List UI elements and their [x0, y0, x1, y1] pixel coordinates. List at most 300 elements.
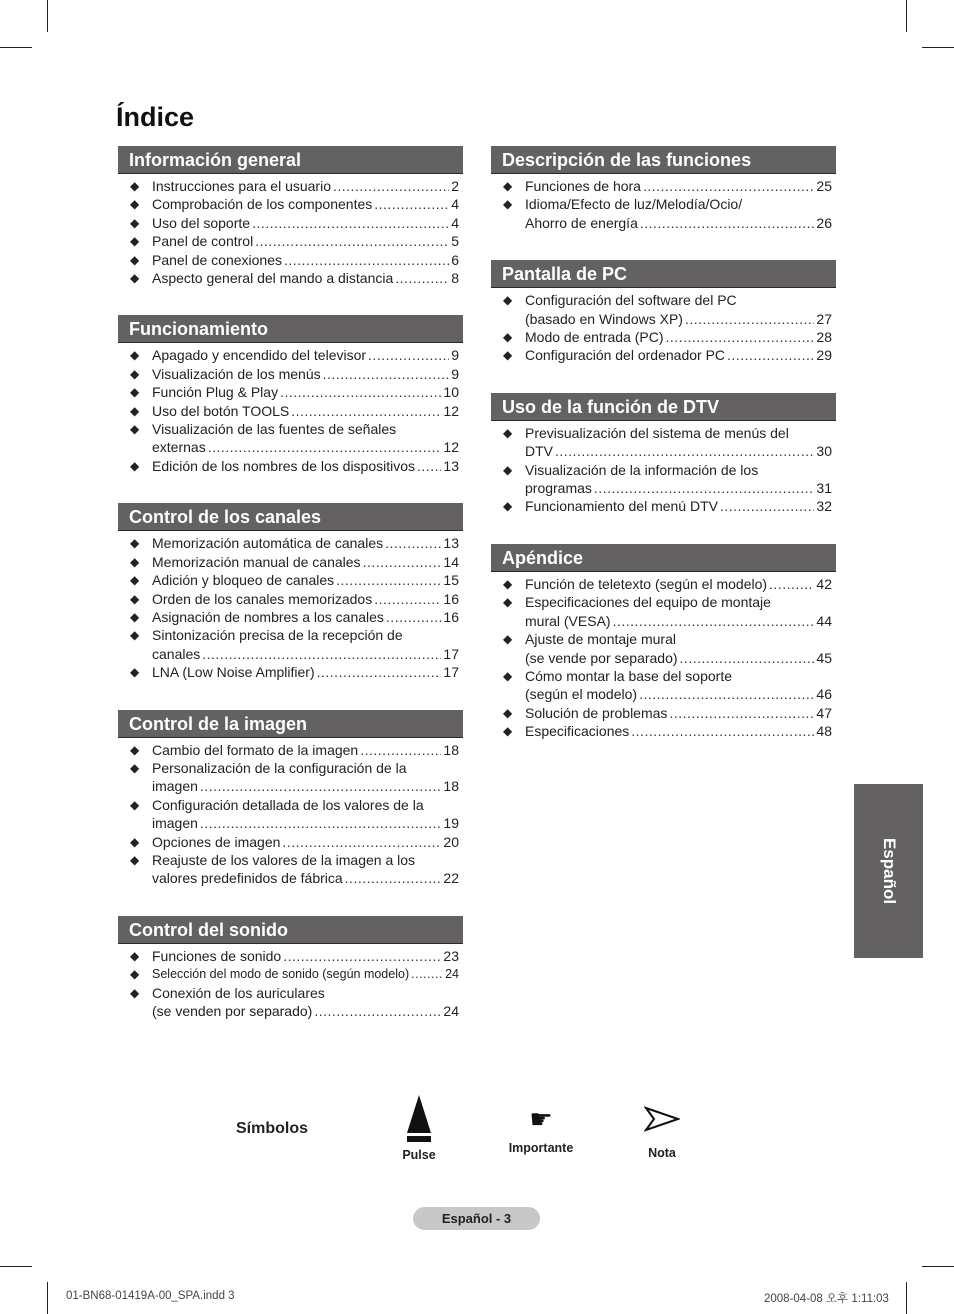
toc-entry-line: [525, 291, 832, 309]
section-header: Uso de la función de DTV: [491, 393, 836, 421]
toc-entry[interactable]: [118, 383, 463, 401]
dot-leader: [374, 590, 441, 608]
toc-entry-text: DTV: [525, 443, 553, 460]
toc-entry-line: [525, 497, 832, 515]
toc-entry-text: Visualización de las fuentes de señales: [152, 421, 397, 438]
toc-entry[interactable]: [118, 232, 463, 250]
toc-entry[interactable]: [118, 177, 463, 195]
toc-entry[interactable]: [118, 741, 463, 759]
toc-entry[interactable]: [118, 947, 463, 965]
toc-entry[interactable]: [491, 291, 836, 328]
section-header: Control del sonido: [118, 916, 463, 944]
toc-page-number: 22: [443, 870, 459, 887]
toc-entry-line: [152, 833, 459, 851]
dot-leader: [345, 869, 442, 887]
toc-page-number: 13: [443, 535, 459, 552]
toc-entry-line: [152, 590, 459, 608]
diamond-icon: ◆: [130, 366, 140, 381]
dot-leader: [200, 777, 442, 795]
toc-page-number: 26: [816, 214, 832, 231]
toc-entry-text: canales: [152, 645, 201, 662]
toc-entry-line: [525, 442, 832, 460]
diamond-icon: ◆: [503, 668, 513, 683]
toc-entry-line: [152, 759, 459, 777]
toc-entry-text: Idioma/Efecto de luz/Melodía/Ocio/: [525, 196, 743, 213]
toc-entry-line: [525, 722, 832, 740]
toc-entry-line: [152, 553, 459, 571]
toc-entry-text: Configuración detallada de los valores de la: [152, 796, 424, 813]
crop-mark: [906, 0, 907, 32]
toc-entry-text: Uso del botón TOOLS: [152, 402, 290, 419]
diamond-icon: ◆: [130, 179, 140, 193]
toc-entry[interactable]: [118, 833, 463, 851]
dot-leader: [368, 346, 449, 364]
page-number-pill: Español - 3: [413, 1207, 540, 1230]
toc-entry-text: Opciones de imagen: [152, 833, 281, 850]
dot-leader: [336, 571, 441, 589]
diamond-icon: ◆: [503, 576, 513, 591]
toc-entry-text: Configuración del software del PC: [525, 292, 737, 309]
section-informacion-general: [118, 146, 463, 287]
toc-entry[interactable]: [118, 457, 463, 475]
dot-leader: [323, 365, 450, 383]
toc-entry-line: [525, 685, 832, 703]
diamond-icon: ◆: [503, 632, 513, 647]
crop-mark: [0, 47, 32, 48]
toc-page-number: 25: [816, 178, 832, 194]
toc-entry-text: Instrucciones para el usuario: [152, 178, 331, 194]
toc-entry-text: Panel de conexiones: [152, 251, 282, 268]
dot-leader: [314, 1002, 441, 1020]
toc-entry-line: [152, 365, 459, 383]
dot-leader: [363, 553, 442, 571]
toc-entry-line: [525, 704, 832, 722]
toc-entry-line: [152, 777, 459, 795]
toc-page-number: 23: [443, 947, 459, 964]
toc-entry-text: Memorización automática de canales: [152, 535, 384, 552]
toc-entry[interactable]: [491, 575, 836, 593]
toc-right-column: [491, 146, 836, 769]
toc-page-number: 44: [816, 612, 832, 629]
toc-page-number: 13: [443, 457, 459, 474]
crop-mark: [47, 1282, 48, 1314]
toc-entry-text: Selección del modo de sonido (según modelo): [152, 967, 410, 982]
diamond-icon: ◆: [503, 179, 513, 193]
toc-page-number: 12: [443, 402, 459, 419]
toc-entry-line: [152, 947, 459, 965]
diamond-icon: ◆: [130, 948, 140, 963]
dot-leader: [727, 346, 814, 364]
toc-entry-text: Aspecto general del mando a distancia: [152, 270, 394, 287]
dot-leader: [202, 645, 441, 663]
toc-entry[interactable]: [118, 534, 463, 552]
section-header: Control de la imagen: [118, 710, 463, 738]
diamond-icon: ◆: [503, 705, 513, 720]
dot-leader: [669, 704, 814, 722]
crop-mark: [922, 47, 954, 48]
toc-entry-line: [525, 667, 832, 685]
toc-page-number: 46: [816, 686, 832, 703]
toc-entry-text: Funciones de hora: [525, 178, 641, 194]
section-header: Pantalla de PC: [491, 260, 836, 288]
dot-leader: [200, 814, 442, 832]
toc-entry[interactable]: [118, 965, 463, 983]
toc-entry-line: [152, 608, 459, 626]
toc-entry[interactable]: [118, 590, 463, 608]
toc-entry-text: Panel de control: [152, 233, 254, 250]
diamond-icon: ◆: [130, 215, 140, 230]
symbol-pulse: [388, 1095, 450, 1162]
toc-entry-text: Reajuste de los valores de la imagen a los: [152, 851, 416, 868]
section-descripcion-de-las-funciones: [491, 146, 836, 232]
diamond-icon: ◆: [130, 609, 140, 624]
crop-mark: [922, 1266, 954, 1267]
toc-entry-text: externas: [152, 439, 206, 456]
toc-entry-text: Especificaciones: [525, 723, 630, 740]
slug-file: 01-BN68-01419A-00_SPA.indd 3: [66, 1290, 235, 1302]
diamond-icon: ◆: [130, 591, 140, 606]
dot-leader: [613, 612, 815, 630]
language-side-tab: [854, 784, 923, 958]
dot-leader: [282, 833, 441, 851]
toc-entry[interactable]: [491, 722, 836, 740]
toc-entry[interactable]: [118, 626, 463, 663]
toc-entry-line: [525, 593, 832, 611]
toc-entry[interactable]: [118, 984, 463, 1021]
diamond-icon: ◆: [503, 293, 513, 308]
toc-entry[interactable]: [118, 365, 463, 383]
toc-page-number: 47: [816, 704, 832, 721]
toc-entry[interactable]: [118, 402, 463, 420]
toc-entry-line: [152, 741, 459, 759]
toc-list: [118, 741, 463, 888]
dot-leader: [411, 965, 443, 983]
section-apendice: [491, 544, 836, 741]
toc-page-number: 4: [451, 196, 459, 213]
toc-entry[interactable]: [118, 553, 463, 571]
section-header: Apéndice: [491, 544, 836, 572]
toc-page-number: 16: [443, 590, 459, 607]
diamond-icon: ◆: [130, 458, 140, 473]
diamond-icon: ◆: [130, 852, 140, 867]
toc-page-number: 45: [816, 649, 832, 666]
symbol-importante-caption: Importante: [508, 1141, 574, 1155]
symbol-pulse-caption: Pulse: [402, 1148, 436, 1162]
toc-entry-text: Ahorro de energía: [525, 214, 638, 231]
diamond-icon: ◆: [130, 834, 140, 849]
press-arrow-icon: [404, 1095, 434, 1143]
toc-entry-text: Sintonización precisa de la recepción de: [152, 627, 403, 644]
toc-entry-line: [152, 965, 459, 983]
toc-entry[interactable]: [491, 704, 836, 722]
toc-entry[interactable]: [491, 667, 836, 704]
toc-entry-text: Edición de los nombres de los dispositivos: [152, 457, 416, 474]
toc-entry-line: [152, 232, 459, 250]
diamond-icon: ◆: [503, 499, 513, 514]
toc-entry-line: [525, 195, 832, 213]
toc-entry-text: imagen: [152, 815, 198, 832]
toc-entry-line: [525, 575, 832, 593]
dot-leader: [640, 214, 815, 232]
dot-leader: [252, 214, 449, 232]
toc-entry-text: Modo de entrada (PC): [525, 329, 664, 346]
diamond-icon: ◆: [130, 271, 140, 286]
diamond-icon: ◆: [130, 985, 140, 1000]
dot-leader: [555, 442, 814, 460]
toc-entry-line: [152, 534, 459, 552]
toc-page-number: 17: [443, 664, 459, 681]
toc-entry-line: [152, 457, 459, 475]
section-header: Funcionamiento: [118, 315, 463, 343]
toc-entry[interactable]: [118, 251, 463, 269]
diamond-icon: ◆: [130, 197, 140, 212]
toc-entry-text: Ajuste de montaje mural: [525, 631, 676, 648]
toc-page-number: 2: [451, 178, 459, 194]
toc-entry-line: [152, 571, 459, 589]
toc-entry-text: mural (VESA): [525, 612, 611, 629]
diamond-icon: ◆: [130, 536, 140, 551]
diamond-icon: ◆: [130, 742, 140, 757]
toc-entry[interactable]: [118, 269, 463, 287]
section-pantalla-de-pc: [491, 260, 836, 365]
toc-page-number: 42: [816, 575, 832, 592]
toc-page-number: 28: [816, 329, 832, 346]
toc-page-number: 16: [443, 608, 459, 625]
diamond-icon: ◆: [503, 724, 513, 739]
diamond-icon: ◆: [130, 760, 140, 775]
toc-entry[interactable]: [118, 214, 463, 232]
toc-entry-line: [152, 814, 459, 832]
toc-entry[interactable]: [491, 328, 836, 346]
dot-leader: [639, 685, 814, 703]
dot-leader: [208, 438, 442, 456]
toc-entry-text: Funciones de sonido: [152, 947, 282, 964]
dot-leader: [666, 328, 815, 346]
toc-entry[interactable]: [118, 663, 463, 681]
toc-page-number: 6: [451, 251, 459, 268]
toc-entry[interactable]: [118, 571, 463, 589]
dot-leader: [417, 457, 441, 475]
toc-list: [491, 177, 836, 232]
toc-page-number: 19: [443, 815, 459, 832]
toc-entry[interactable]: [491, 461, 836, 498]
dot-leader: [631, 722, 814, 740]
toc-entry-text: Personalización de la configuración de la: [152, 759, 407, 776]
toc-entry-text: Conexión de los auriculares: [152, 984, 325, 1001]
toc-page-number: 32: [816, 498, 832, 515]
toc-page-number: 14: [443, 553, 459, 570]
toc-list: [491, 424, 836, 516]
toc-list: [118, 947, 463, 1021]
toc-entry-text: Apagado y encendido del televisor: [152, 347, 367, 364]
toc-entry[interactable]: [118, 608, 463, 626]
toc-entry-line: [152, 851, 459, 869]
toc-entry-line: [152, 869, 459, 887]
toc-entry-text: Visualización de los menús: [152, 365, 321, 382]
diamond-icon: ◆: [130, 554, 140, 569]
toc-entry-text: Visualización de la información de los: [525, 461, 759, 478]
toc-entry-text: Función de teletexto (según el modelo): [525, 575, 768, 592]
toc-page-number: 5: [451, 233, 459, 250]
section-funcionamiento: [118, 315, 463, 475]
toc-page-number: 29: [816, 347, 832, 364]
toc-entry-line: [152, 383, 459, 401]
toc-page-number: 18: [443, 778, 459, 795]
toc-page-number: 10: [443, 384, 459, 401]
symbol-nota: [632, 1106, 692, 1160]
toc-entry[interactable]: [491, 177, 836, 195]
crop-mark: [906, 1282, 907, 1314]
toc-page-number: 30: [816, 443, 832, 460]
toc-entry-line: [525, 630, 832, 648]
toc-page-number: 15: [443, 572, 459, 589]
toc-entry-line: [525, 346, 832, 364]
section-header: Control de los canales: [118, 503, 463, 531]
section-control-de-los-canales: [118, 503, 463, 681]
symbol-nota-caption: Nota: [648, 1146, 676, 1160]
dot-leader: [280, 383, 441, 401]
toc-list: [491, 291, 836, 365]
toc-entry-line: [152, 420, 459, 438]
toc-page-number: 12: [443, 439, 459, 456]
toc-entry-text: LNA (Low Noise Amplifier): [152, 664, 315, 681]
dot-leader: [284, 251, 449, 269]
toc-entry-line: [152, 645, 459, 663]
diamond-icon: ◆: [130, 628, 140, 643]
diamond-icon: ◆: [130, 385, 140, 400]
toc-entry[interactable]: [118, 346, 463, 364]
dot-leader: [386, 608, 442, 626]
diamond-icon: ◆: [503, 330, 513, 345]
diamond-icon: ◆: [130, 665, 140, 680]
diamond-icon: ◆: [130, 573, 140, 588]
toc-list: [118, 534, 463, 681]
symbol-importante: [495, 1104, 587, 1155]
toc-entry[interactable]: [118, 420, 463, 457]
diamond-icon: ◆: [130, 797, 140, 812]
toc-page-number: 27: [816, 310, 832, 327]
diamond-icon: ◆: [503, 197, 513, 212]
toc-entry-line: [525, 328, 832, 346]
dot-leader: [594, 479, 815, 497]
toc-entry-line: [152, 269, 459, 287]
toc-entry[interactable]: [118, 195, 463, 213]
section-uso-de-la-funcion-de-dtv: [491, 393, 836, 516]
toc-entry[interactable]: [491, 346, 836, 364]
toc-entry[interactable]: [118, 851, 463, 888]
toc-page-number: 8: [451, 270, 459, 287]
toc-entry-text: Previsualización del sistema de menús del: [525, 424, 789, 441]
toc-entry[interactable]: [491, 424, 836, 461]
toc-entry-line: [152, 1002, 459, 1020]
diamond-icon: ◆: [130, 348, 140, 363]
section-control-de-la-imagen: [118, 710, 463, 888]
toc-entry-text: Configuración del ordenador PC: [525, 347, 726, 364]
diamond-icon: ◆: [503, 462, 513, 477]
note-arrow-icon: [644, 1106, 680, 1132]
toc-entry-line: [152, 195, 459, 213]
toc-entry-text: Asignación de nombres a los canales: [152, 608, 384, 625]
toc-page-number: 31: [816, 480, 832, 497]
toc-entry-line: [152, 984, 459, 1002]
toc-entry-line: [152, 214, 459, 232]
toc-entry-line: [152, 177, 459, 195]
toc-entry-text: valores predefinidos de fábrica: [152, 870, 343, 887]
diamond-icon: ◆: [130, 234, 140, 249]
toc-entry-line: [525, 214, 832, 232]
crop-mark: [47, 0, 48, 32]
dot-leader: [291, 402, 441, 420]
dot-leader: [374, 195, 449, 213]
toc-entry-text: (se venden por separado): [152, 1003, 313, 1019]
toc-entry-text: Comprobación de los componentes: [152, 196, 373, 213]
toc-entry-line: [152, 796, 459, 814]
dot-leader: [680, 649, 815, 667]
toc-entry[interactable]: [118, 796, 463, 833]
diamond-icon: ◆: [130, 403, 140, 418]
toc-entry-line: [152, 346, 459, 364]
toc-entry-text: Orden de los canales memorizados: [152, 590, 373, 607]
toc-entry[interactable]: [491, 593, 836, 630]
toc-entry-text: Memorización manual de canales: [152, 553, 361, 570]
toc-entry[interactable]: [491, 497, 836, 515]
toc-list: [118, 346, 463, 475]
toc-entry-line: [525, 177, 832, 195]
toc-entry-text: Adición y bloqueo de canales: [152, 572, 335, 589]
toc-entry-line: [525, 612, 832, 630]
toc-list: [118, 177, 463, 287]
toc-entry-text: (basado en Windows XP): [525, 310, 683, 327]
diamond-icon: ◆: [503, 595, 513, 610]
section-header: Descripción de las funciones: [491, 146, 836, 174]
slug-date: 2008-04-08 오후 1:11:03: [764, 1293, 889, 1305]
toc-entry-line: [152, 251, 459, 269]
toc-entry[interactable]: [491, 195, 836, 232]
pointing-hand-icon: ☛: [529, 1104, 553, 1134]
toc-entry-text: (se vende por separado): [525, 649, 678, 666]
page-title: Índice: [116, 102, 195, 132]
toc-page-number: 18: [443, 741, 459, 758]
toc-list: [491, 575, 836, 741]
toc-entry-text: Funcionamiento del menú DTV: [525, 498, 718, 515]
section-header: Información general: [118, 146, 463, 174]
toc-entry-line: [152, 626, 459, 644]
toc-left-column: [118, 146, 463, 1048]
dot-leader: [395, 269, 449, 287]
toc-page-number: 17: [443, 645, 459, 662]
dot-leader: [283, 947, 441, 965]
toc-entry-text: (según el modelo): [525, 686, 638, 703]
toc-page-number: 48: [816, 723, 832, 740]
toc-entry-line: [525, 479, 832, 497]
toc-entry[interactable]: [491, 630, 836, 667]
dot-leader: [255, 232, 449, 250]
toc-entry-text: programas: [525, 480, 592, 497]
toc-entry-line: [525, 424, 832, 442]
diamond-icon: ◆: [503, 348, 513, 363]
toc-entry[interactable]: [118, 759, 463, 796]
toc-entry-text: Función Plug & Play: [152, 384, 279, 401]
diamond-icon: ◆: [130, 967, 140, 982]
toc-entry-line: [152, 438, 459, 456]
diamond-icon: ◆: [503, 425, 513, 440]
dot-leader: [317, 663, 442, 681]
diamond-icon: ◆: [130, 252, 140, 267]
dot-leader: [685, 310, 814, 328]
toc-entry-text: imagen: [152, 778, 198, 795]
crop-mark: [0, 1266, 32, 1267]
toc-page-number: 24: [445, 967, 459, 982]
